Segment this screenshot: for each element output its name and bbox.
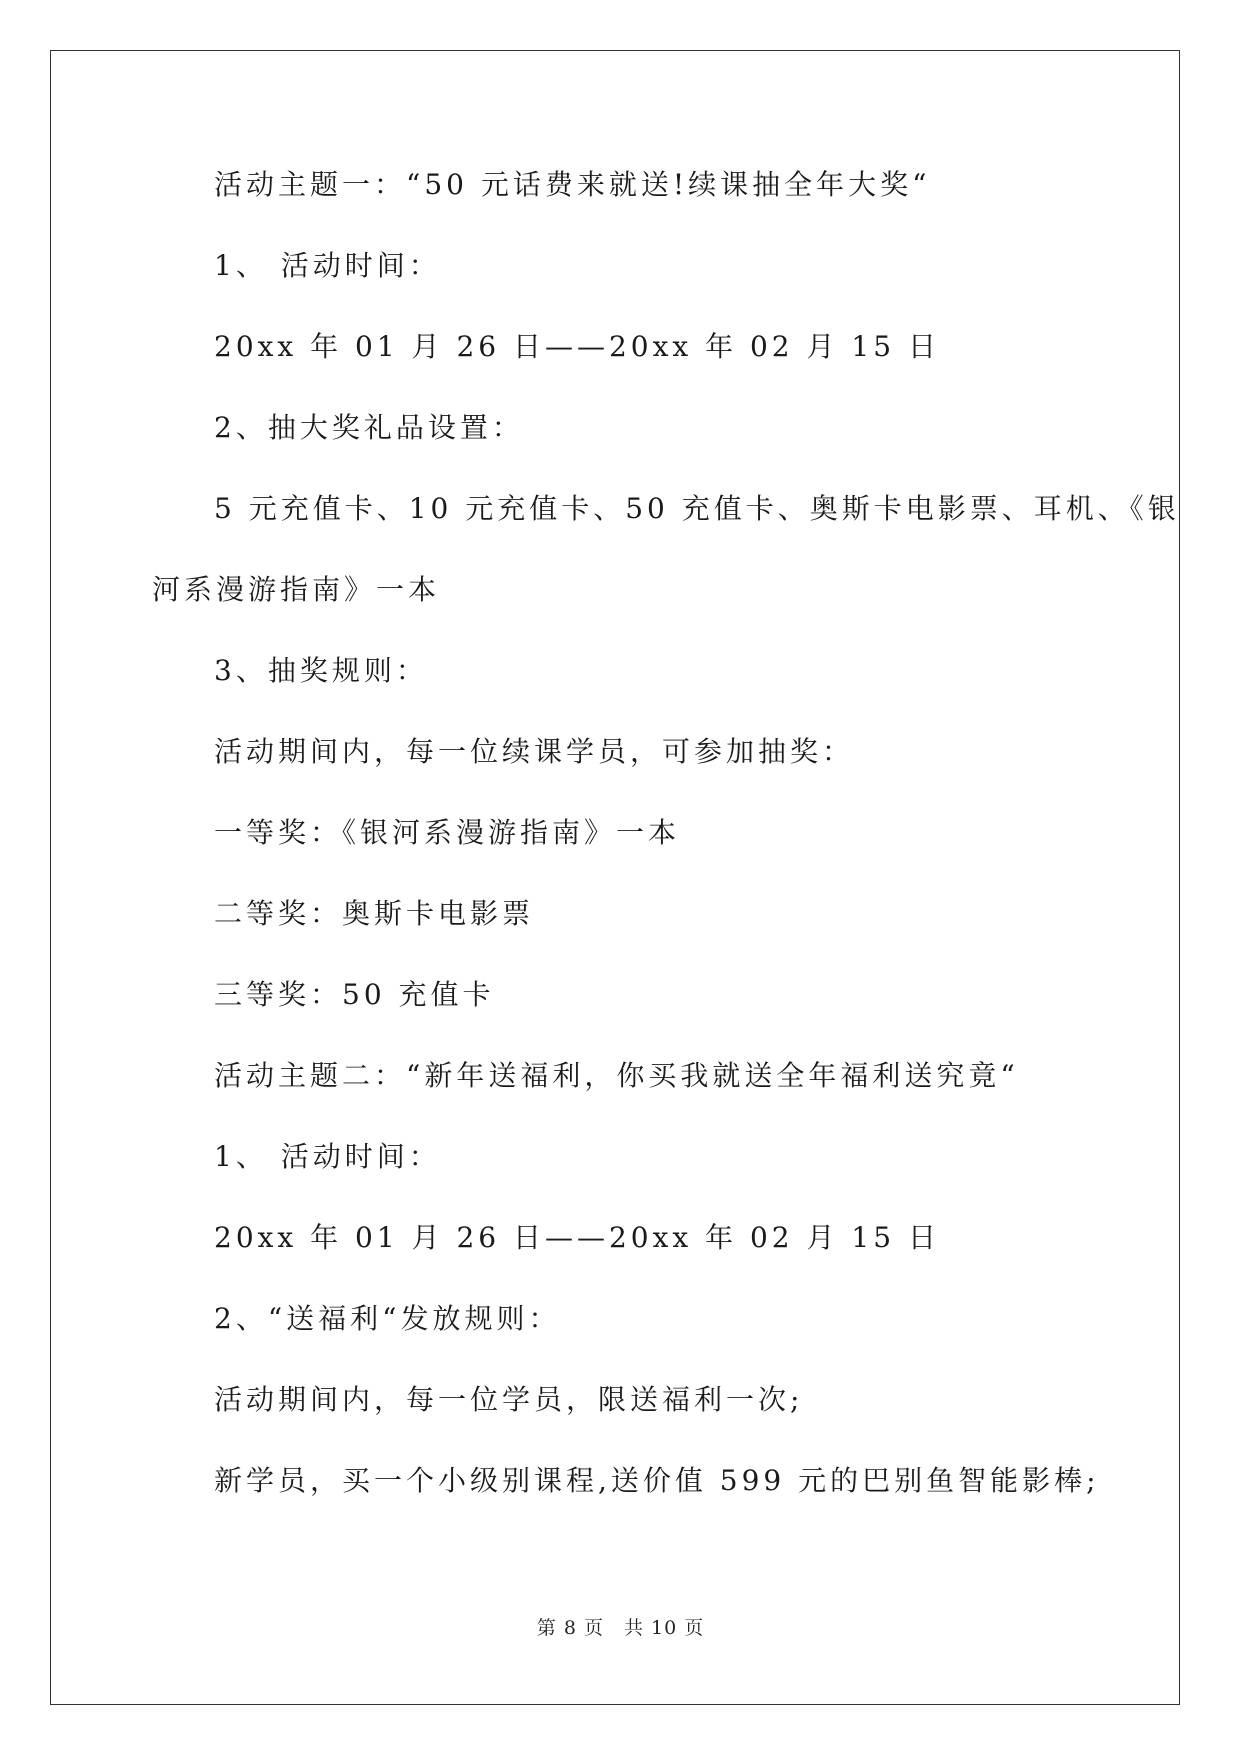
benefit-rules-label: 2、“送福利“发放规则： bbox=[214, 1302, 561, 1335]
document-body bbox=[152, 165, 1180, 1542]
benefit-limit: 活动期间内，每一位学员，限送福利一次; bbox=[214, 1383, 804, 1416]
new-student-offer: 新学员，买一个小级别课程,送价值 599 元的巴别鱼智能影棒; bbox=[214, 1464, 1100, 1497]
prize-list-continuation: 河系漫游指南》一本 bbox=[152, 573, 441, 606]
theme-one-heading: 活动主题一：“50 元话费来就送!续课抽全年大奖“ bbox=[214, 168, 931, 201]
prize-setup-label: 2、抽大奖礼品设置： bbox=[214, 411, 524, 444]
page-number-footer: 第 8 页 共 10 页 bbox=[536, 1617, 705, 1639]
first-prize: 一等奖：《银河系漫游指南》一本 bbox=[214, 816, 681, 849]
second-prize: 二等奖：奥斯卡电影票 bbox=[214, 897, 535, 930]
theme-two-heading: 活动主题二：“新年送福利，你买我就送全年福利送究竟“ bbox=[214, 1059, 1019, 1092]
activity-date-range: 20xx 年 01 月 26 日——20xx 年 02 月 15 日 bbox=[214, 330, 940, 363]
prize-list-line: 5 元充值卡、10 元充值卡、50 充值卡、奥斯卡电影票、耳机、《银 bbox=[214, 492, 1180, 525]
activity-time-label: 1、 活动时间： bbox=[214, 249, 441, 282]
activity-time-label-2: 1、 活动时间： bbox=[214, 1140, 441, 1173]
lottery-rules-label: 3、抽奖规则： bbox=[214, 654, 428, 687]
lottery-eligibility: 活动期间内，每一位续课学员，可参加抽奖： bbox=[214, 735, 855, 768]
activity-date-range-2: 20xx 年 01 月 26 日——20xx 年 02 月 15 日 bbox=[214, 1221, 940, 1254]
third-prize: 三等奖：50 充值卡 bbox=[214, 978, 495, 1011]
